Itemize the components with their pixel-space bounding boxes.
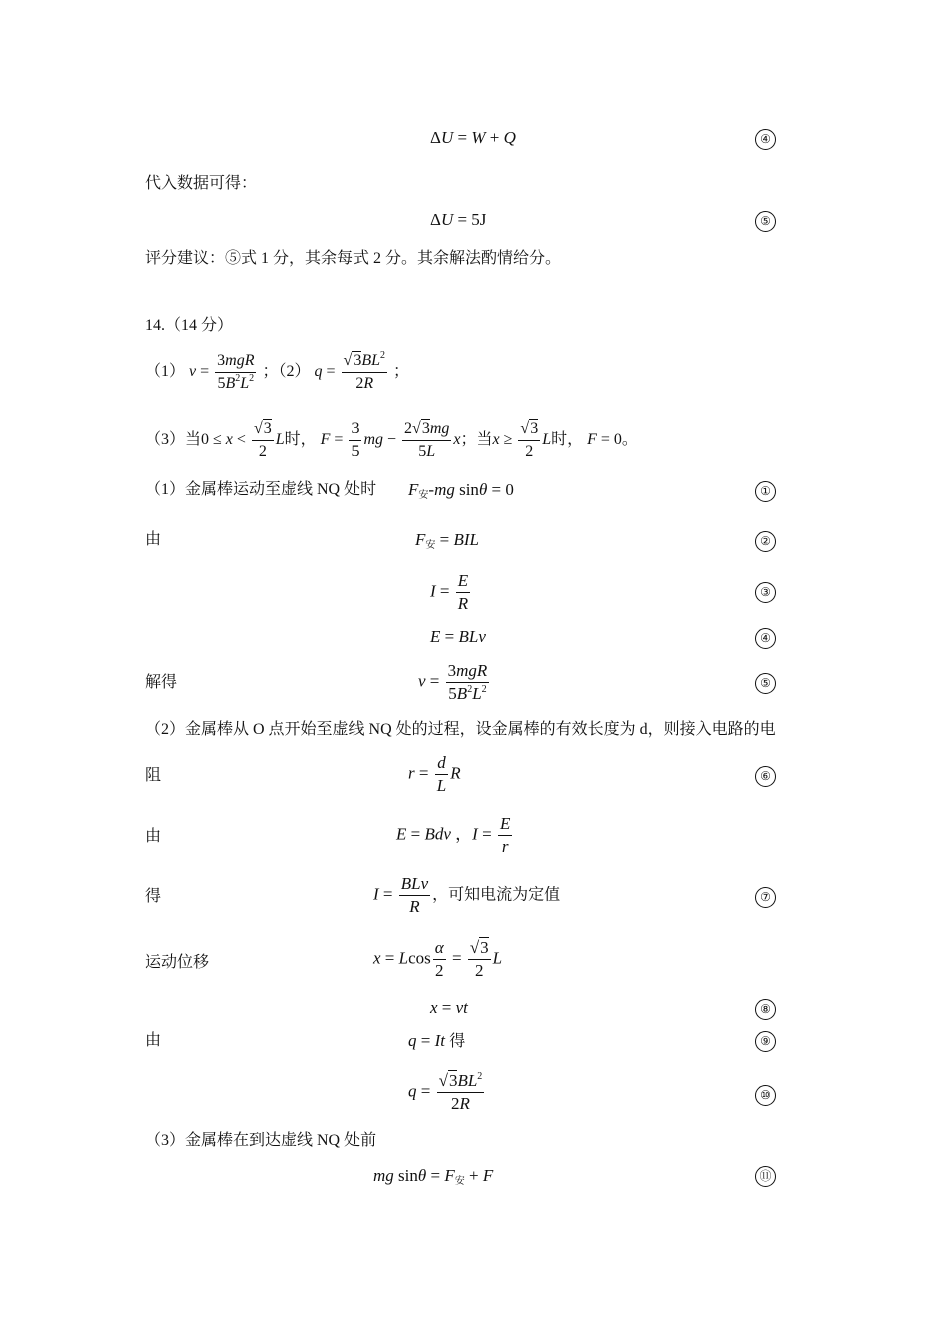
answer-3-when-2: ；当 [460, 431, 493, 449]
equation-displacement: x = Lcos $\frac{\alpha}{2}$ = $\frac{√3}{2}$ L [373, 938, 503, 980]
equation-10-charge: q = $\frac{√3BL^2}{2R}$ [408, 1071, 483, 1113]
part-2-intro: （2）金属棒从 O 点开始至虚线 NQ 处的过程，设金属棒的有效长度为 d，则接入电路的电 [145, 721, 776, 738]
equation-number-7: ⑦ [755, 887, 776, 908]
equation-5-velocity: v = $\frac{\text{3mgR}}{5B^2L^2}$ [418, 661, 488, 703]
equation-4-emf: E = BLv [430, 627, 486, 646]
equation-9-charge: q = It 得 [408, 1031, 466, 1050]
equation-5-energy: ΔU = 5J [430, 210, 487, 229]
by-label-1: 由 [145, 531, 162, 548]
answer-1-label: （1） [145, 363, 186, 381]
equation-emf-current-r: E = Bdv ，I = $\frac{E}{r}$ [396, 814, 511, 856]
equation-6-resistance: r = $\frac{d}{L}$ R [408, 753, 461, 795]
equation-number-6: ⑥ [755, 766, 776, 787]
answer-2-label: ；（2） [262, 363, 311, 381]
equation-number-1: ① [755, 481, 776, 502]
charge-get-note: 得 [449, 1033, 466, 1050]
answer-line-3: （3）当0 ≤ x < $\frac{√3}{2}$ L时， F = $\frac{3}{5}$ mg − $\frac{2√3mg}{5L}$ x；当x ≥ $\frac{√3}{2}$ L时， F = 0。 [145, 420, 638, 460]
displacement-label: 运动位移 [145, 954, 210, 971]
equation-number-4: ④ [755, 129, 776, 150]
part-3-intro: （3）金属棒在到达虚线 NQ 处前 [145, 1132, 377, 1149]
answer-line-1-2: （1） v = $\frac{\text{3mgR}}{5B^2L^2}$ ；（2） q = $\frac{√3BL^2}{2R}$ ； [145, 350, 409, 392]
grading-note: 评分建议：⑤式 1 分，其余每式 2 分。其余解法酌情给分。 [145, 250, 562, 267]
equation-number-5: ⑤ [755, 211, 776, 232]
answer-3-label: （3）当 [145, 431, 202, 449]
equation-8-distance: x = vt [430, 998, 468, 1017]
equation-1-force-balance: $F_安-mg$ sinθ = 0 [408, 480, 514, 501]
by-label-3: 由 [145, 1032, 162, 1049]
solve-label: 解得 [145, 674, 178, 691]
equation-number-4b: ④ [755, 628, 776, 649]
equation-number-11: ⑪ [755, 1166, 776, 1187]
substitute-text: 代入数据可得： [145, 175, 258, 192]
equation-number-5b: ⑤ [755, 673, 776, 694]
equation-2-ampere-force: $F_安$ = BIL [415, 530, 479, 551]
equation-number-8: ⑧ [755, 999, 776, 1020]
equation-7-current: I = $\frac{\text{BLv}}{R}$ ，可知电流为定值 [373, 874, 561, 916]
equation-11-force: mg $\sin\theta = F_安 + F$ [373, 1166, 494, 1187]
equation-4-energy: ΔU = W + Q [430, 128, 516, 147]
answer-3-when-3: 时， [551, 431, 584, 449]
resistance-label: 阻 [145, 767, 162, 784]
answer-3-when-1: 时， [284, 431, 317, 449]
part-1-intro: （1）金属棒运动至虚线 NQ 处时 [145, 481, 377, 498]
question-14-header: 14.（14 分） [145, 317, 234, 334]
answer-3-end: 。 [621, 431, 638, 449]
equation-number-2: ② [755, 531, 776, 552]
current-constant-note: ，可知电流为定值 [432, 886, 561, 904]
equation-number-10: ⑩ [755, 1085, 776, 1106]
equation-number-3: ③ [755, 582, 776, 603]
by-label-2: 由 [145, 828, 162, 845]
get-label: 得 [145, 888, 162, 905]
equation-number-9: ⑨ [755, 1031, 776, 1052]
equation-3-current: I = $\frac{E}{R}$ [430, 571, 469, 613]
